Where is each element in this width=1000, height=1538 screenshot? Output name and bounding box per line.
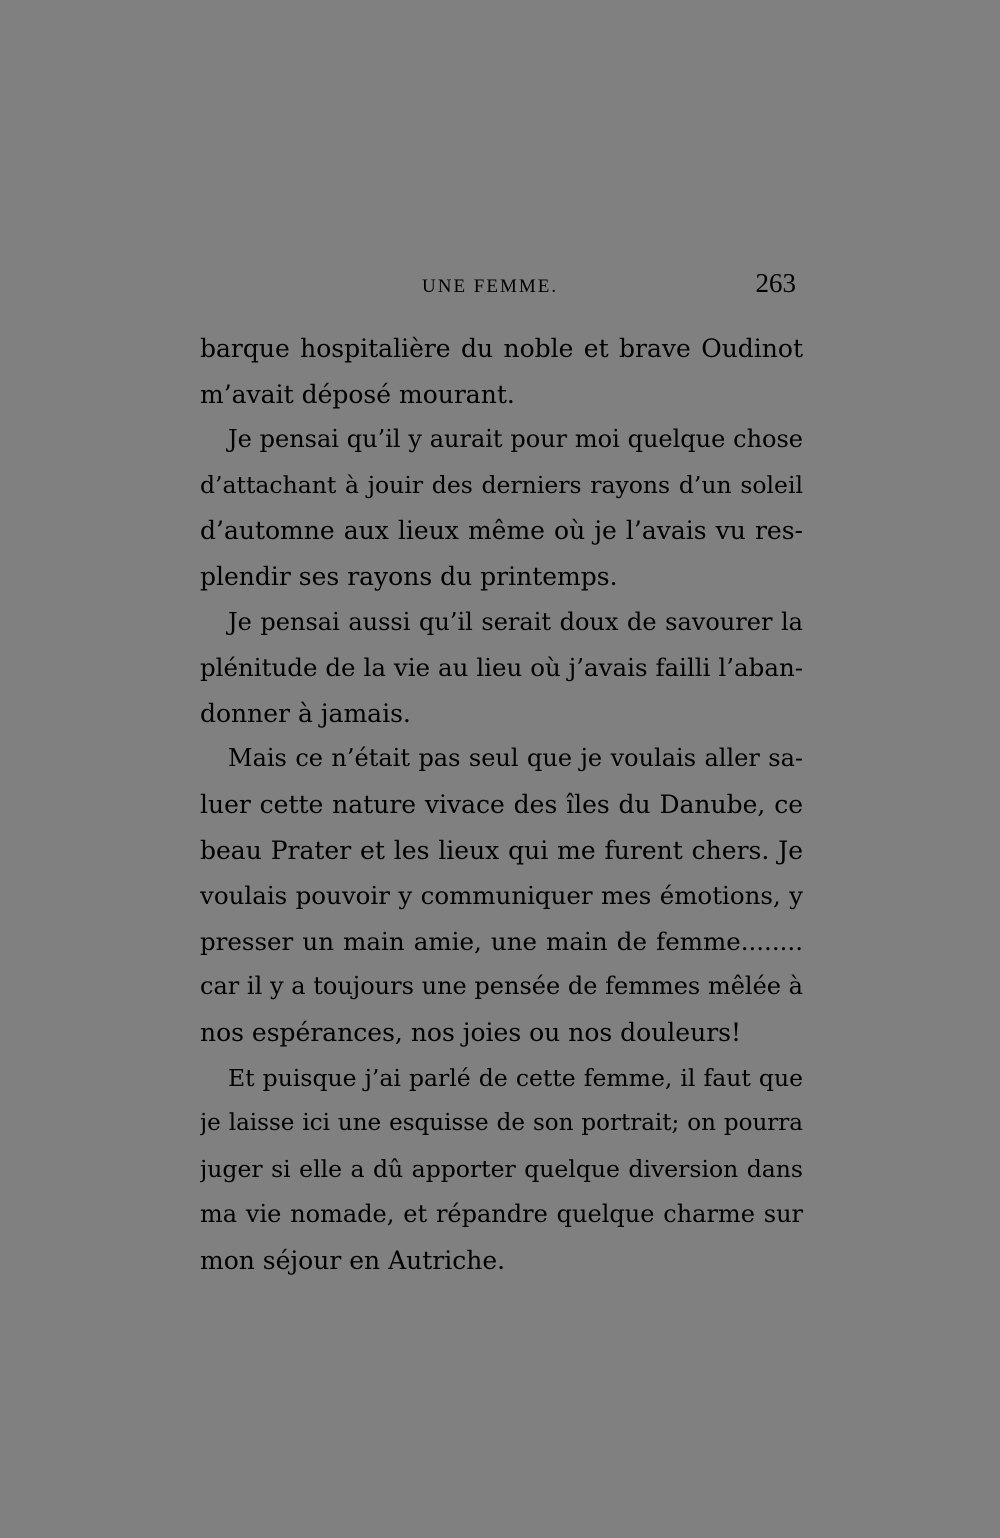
text-line: d’automne aux lieux même où je l’avais vu res- <box>200 516 803 546</box>
text-line: juger si elle a dû apporter quelque diversion dans <box>200 1154 803 1183</box>
text-line: nos espérances, nos joies ou nos douleurs! <box>200 1017 742 1047</box>
text-line: luer cette nature vivace des îles du Danube, ce <box>200 789 803 819</box>
running-head <box>200 268 800 304</box>
text-line: d’attachant à jouir des derniers rayons d’un soleil <box>200 470 803 499</box>
text-line: presser un main amie, une main de femme........ <box>200 926 803 956</box>
text-line: Mais ce n’était pas seul que je voulais aller sa- <box>228 744 803 773</box>
body-text <box>200 326 803 1283</box>
text-line: plénitude de la vie au lieu où j’avais failli l’aban- <box>200 653 803 683</box>
text-line: plendir ses rayons du printemps. <box>200 561 618 591</box>
text-line: Je pensai aussi qu’il serait doux de savourer la <box>228 607 803 636</box>
text-line: je laisse ici une esquisse de son portrait; on pourra <box>200 1110 803 1137</box>
text-line: donner à jamais. <box>200 698 411 728</box>
text-line: barque hospitalière du noble et brave Oudinot <box>200 334 803 363</box>
text-line: ma vie nomade, et répandre quelque charme sur <box>200 1200 803 1229</box>
text-line: voulais pouvoir y communiquer mes émotions, y <box>200 881 803 911</box>
text-line: car il y a toujours une pensée de femmes mêlée à <box>200 972 803 1001</box>
page-number: 263 <box>755 268 796 298</box>
running-title: UNE FEMME. <box>422 276 559 297</box>
text-line: m’avait déposé mourant. <box>200 379 515 409</box>
text-line: Et puisque j’ai parlé de cette femme, il faut que <box>228 1063 803 1092</box>
text-line: mon séjour en Autriche. <box>200 1245 506 1275</box>
text-line: beau Prater et les lieux qui me furent chers. Je <box>200 835 803 865</box>
text-line: Je pensai qu’il y aurait pour moi quelque chose <box>228 425 803 454</box>
